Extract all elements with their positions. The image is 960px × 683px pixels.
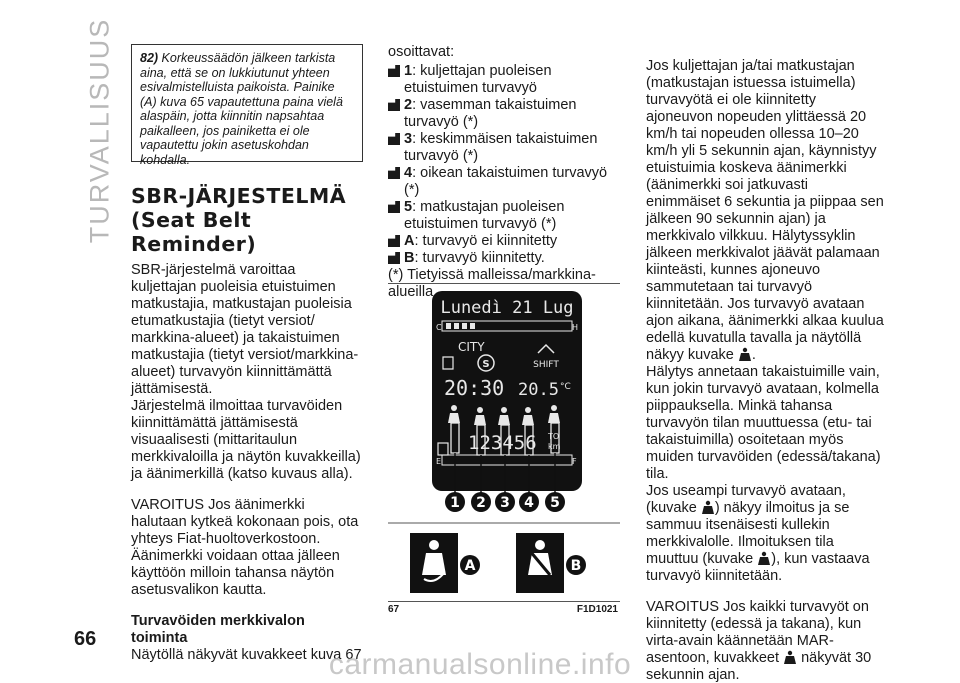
callout-A: A — [464, 558, 476, 574]
bullet-icon — [388, 235, 400, 247]
callout-5: 5 — [550, 495, 560, 511]
legend-item: 1: kuljettajan puoleisen etuistuimen turvavyö — [388, 63, 618, 97]
shift-label: SHIFT — [533, 360, 559, 370]
paragraph: Jos kuljettajan ja/tai matkustajan (matkustajan istuessa istuimella) turvavyötä ei ole kiinnitetty ajoneuvon nopeuden ylittäessä 20 km/h tai nopeuden ollessa 10–20 km/h yli 5 sekunnin ajan, käynnistyy etuistuimia koskeva äänimerkki (äänimerkki soi jatkuvasti enimmäiset 6 sekuntia ja piippaa sen jälkeen 90 sekunnin ajan) ja merkkivalo vilkkuu. Hälytyssyklin jälkeen merkkivalot jäävät palamaan kiinteästi, kunnes ajoneuvo sammutetaan tai turvavyö kiinnitetään. Jos turvavyö avataan ajon aikana, äänimerkki alkaa kuulua edellä kuvatulla tavalla ja näytöllä näkyy kuvake . — [646, 58, 884, 363]
odometer: 123456 — [468, 432, 537, 454]
gauge-c-label: C — [436, 323, 442, 332]
legend-item: 2: vasemman takaistuimen turvavyö (*) — [388, 97, 618, 131]
callout-B: B — [570, 558, 582, 574]
warning-paragraph: VAROITUS Jos äänimerkki halutaan kytkeä kokonaan pois, ota yhteys Fiat-huoltoverkostoon. Äänimerkki voidaan ottaa jälleen käyttöön milloin tahansa näytön asetusvalikon kautta. — [131, 497, 359, 598]
figure-code: F1D1021 — [576, 604, 618, 615]
clock: 20:30 — [444, 376, 505, 400]
gauge-e-label: E — [436, 457, 442, 466]
section-tab — [80, 17, 120, 243]
column-3 — [646, 58, 886, 683]
legend-item: 4: oikean takaistuimen turvavyö (*) — [388, 165, 618, 199]
temperature-unit: °C — [560, 382, 571, 392]
bullet-icon — [388, 133, 400, 145]
display-date: Lunedì 21 Lug — [440, 298, 574, 318]
legend-item: B: turvavyö kiinnitetty. — [388, 250, 618, 267]
seatbelt-warning-icon — [701, 500, 715, 514]
paragraph: Järjestelmä ilmoittaa turvavöiden kiinnittämättä jättämisestä visuaalisesti (mittaritaulun merkkivaloilla ja näytön kuvakkeilla) ja äänimerkillä (katso kuvaus alla). — [131, 398, 361, 482]
legend-item: 3: keskimmäisen takaistuimen turvavyö (*) — [388, 131, 618, 165]
note-box — [131, 44, 363, 167]
seatbelt-fastened-icon — [757, 551, 771, 565]
footnote: (*) Tietyissä malleissa/markkina-alueilla — [388, 267, 596, 300]
instrument-display-illustration — [388, 283, 620, 601]
legend-item: A: turvavyö ei kiinnitetty — [388, 233, 618, 250]
callout-3: 3 — [500, 495, 510, 511]
gauge-h-label: H — [572, 323, 579, 332]
callout-4: 4 — [524, 495, 534, 511]
figure-top-rule — [388, 283, 620, 284]
bullet-icon — [388, 252, 400, 264]
figure-67 — [388, 283, 620, 613]
column-1 — [131, 44, 363, 664]
section-heading: SBR-JÄRJESTELMÄ (Seat Belt Reminder) — [131, 184, 347, 256]
watermark: carmanualsonline.info — [328, 648, 632, 681]
paragraph: SBR-järjestelmä varoittaa kuljettajan puoleisia etuistuimen matkustajia, matkustajan puoleisia etumatkustajia (tietyt versiot/ markkina-alueet) ja takaistuimen matkustajia (tietyt versiot/markkina-alueet) turvavyön kiinnittämättä jättämisestä. — [131, 262, 359, 397]
legend-item: 5: matkustajan puoleisen etuistuimen turvavyö (*) — [388, 199, 618, 233]
note-number: 82) — [140, 51, 159, 65]
outside-temperature: 20.5 — [518, 380, 559, 400]
page-number: 66 — [74, 628, 97, 650]
section-tab-label: TURVALLISUUS — [84, 17, 115, 243]
paragraph: Jos useampi turvavyö avataan, (kuvake ) näkyy ilmoitus ja se sammuu itsenäisesti kullekin merkkivalolle. Ilmoituksen tila muuttuu (kuvake ), kun vastaava turvavyö kiinnitetään. — [646, 483, 870, 584]
callout-1: 1 — [450, 495, 460, 511]
odometer-unit-bottom: km — [548, 442, 561, 451]
odometer-unit-top: TO — [548, 432, 560, 441]
figure-bottom-rule — [388, 601, 620, 602]
warning-paragraph: VAROITUS Jos kaikki turvavyöt on kiinnitetty (edessä ja takana), kun virta-avain käännetään MAR-asentoon, kuvakkeet näkyvät 30 sekunnin ajan. — [646, 599, 872, 683]
subheading: Turvavöiden merkkivalon toiminta — [131, 613, 305, 646]
paragraph: Näytöllä näkyvät kuvakkeet kuva 67 — [131, 647, 362, 663]
drive-mode: CITY — [458, 340, 485, 354]
figure-number: 67 — [388, 604, 400, 615]
seatbelt-warning-icon — [738, 347, 752, 361]
note-text: Korkeussäädön jälkeen tarkista aina, että se on lukkiutunut yhteen esivalmistelluista paikoista. Painike (A) kuva 65 vapautettuna paina vielä alaspäin, jotta kiinnitin napsahtaa paikalleen, jos painiketta ei ole vapautettu jokin asetuskohdan kohdalla. — [140, 51, 343, 167]
bullet-icon — [388, 65, 400, 77]
bullet-icon — [388, 201, 400, 213]
bullet-icon — [388, 167, 400, 179]
svg-text:S: S — [482, 359, 490, 370]
paragraph: Hälytys annetaan takaistuimille vain, kun jokin turvavyö avataan, kolmella piippauksella. Minkä tahansa turvavyön tilan muuttuessa (etu- tai takaistuimilla) osoitetaan myös muiden turvavöiden (edessä/takana) tila. — [646, 364, 881, 482]
callout-2: 2 — [476, 495, 486, 511]
paragraph: osoittavat: — [388, 44, 455, 60]
bullet-icon — [388, 99, 400, 111]
column-2 — [388, 44, 618, 301]
gauge-f-label: F — [572, 457, 577, 466]
